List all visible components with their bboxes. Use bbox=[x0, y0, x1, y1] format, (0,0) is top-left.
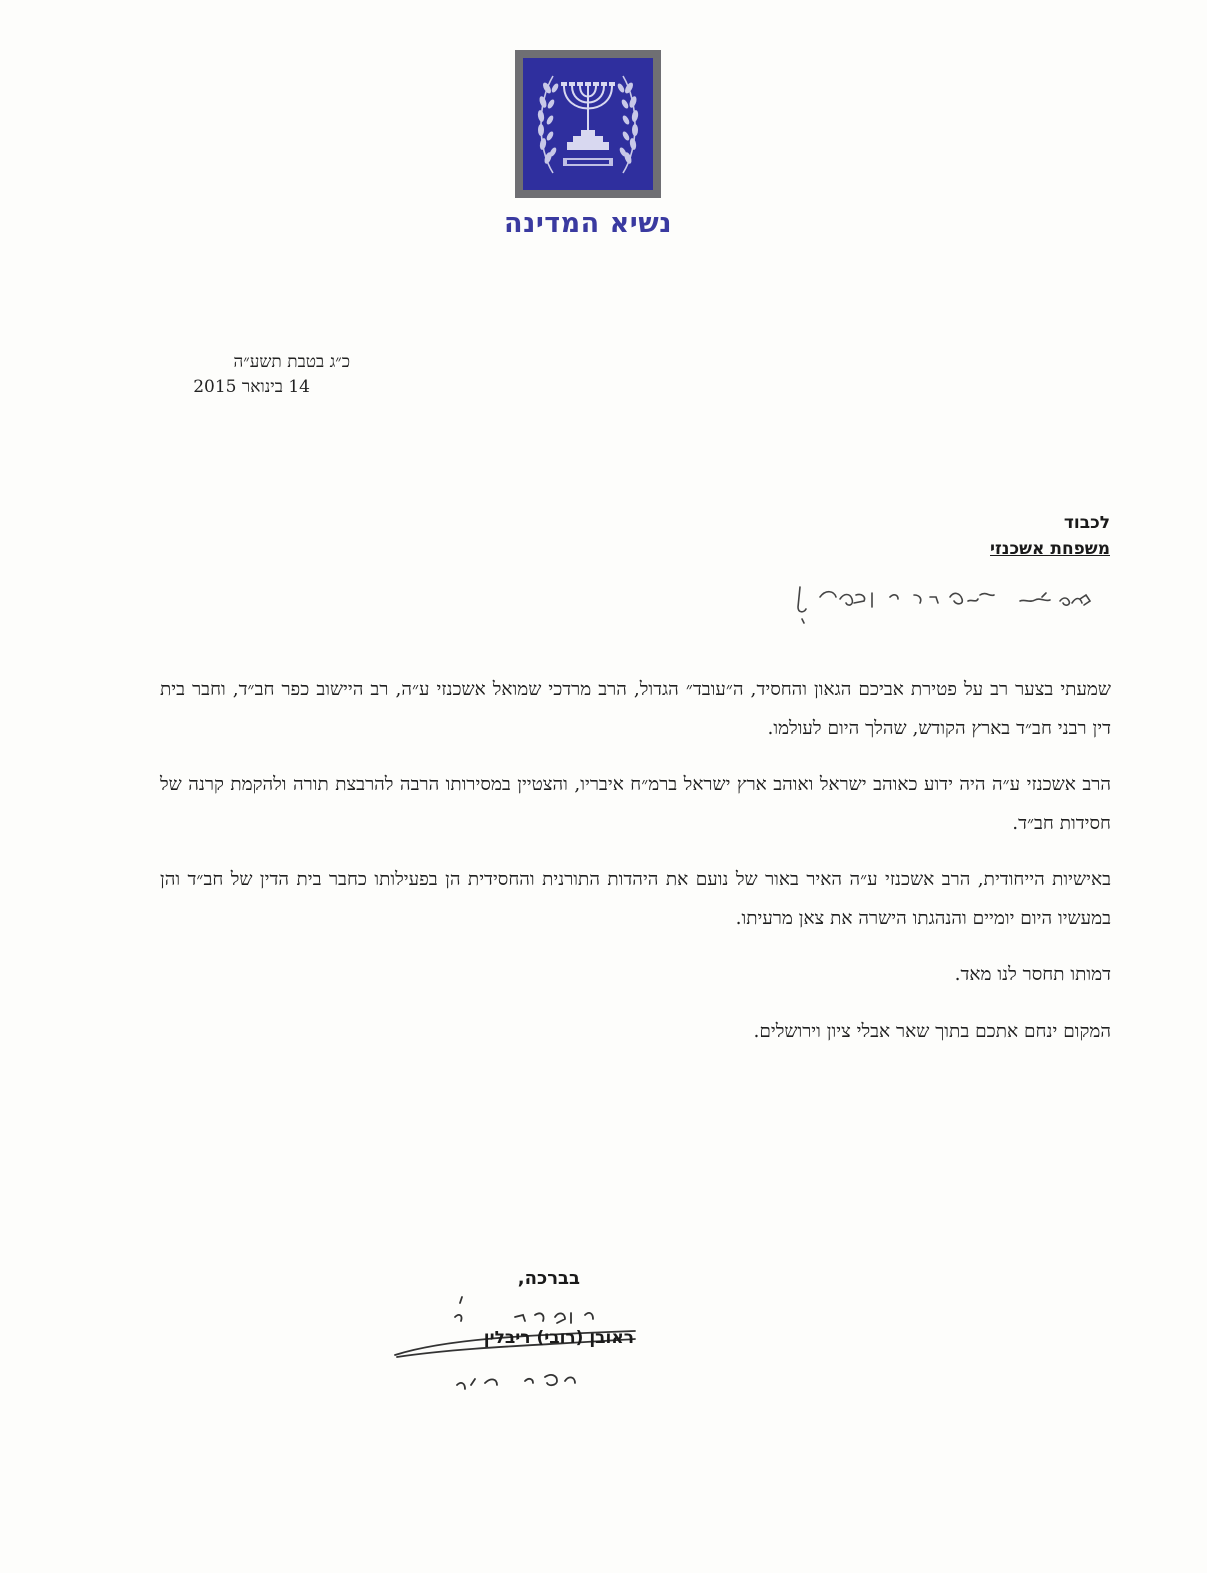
salutation: לכבוד bbox=[1063, 513, 1110, 533]
gregorian-date: 14 בינואר 2015 bbox=[193, 377, 310, 397]
letter-body bbox=[160, 670, 1111, 1069]
state-emblem-icon bbox=[515, 50, 661, 198]
hebrew-date: כ״ג בטבת תשע״ה bbox=[233, 352, 350, 372]
letterhead-title: נשיא המדינה bbox=[504, 208, 672, 239]
emblem-field bbox=[523, 58, 653, 190]
signer-name: ראובן (רובי) ריבלין bbox=[483, 1328, 634, 1348]
body-paragraph: דמותו תחסר לנו מאד. bbox=[954, 964, 1111, 985]
addressee-block bbox=[810, 510, 1110, 562]
closing-blessing: בברכה, bbox=[517, 1268, 580, 1289]
body-paragraph: המקום ינחם אתכם בתוך שאר אבלי ציון וירושלים. bbox=[753, 1021, 1111, 1042]
menorah-emblem-icon bbox=[523, 58, 653, 190]
date-block bbox=[150, 350, 350, 400]
body-paragraph: הרב אשכנזי ע״ה היה ידוע כאוהב ישראל ואוהב ארץ ישראל ברמ״ח איבריו, והצטיין במסירותו הרבה להרבצת תורה ולהקמת קרנה של חסידות חב״ד. bbox=[160, 774, 1111, 834]
body-paragraph: שמעתי בצער רב על פטירת אביכם הגאון והחסיד, ה״עובד״ הגדול, הרב מרדכי שמואל אשכנזי ע״ה, רב היישוב כפר חב״ד, וחבר בית דין רבני חב״ד בארץ הקודש, שהלך היום לעולמו. bbox=[160, 679, 1111, 739]
handwritten-annotation-icon bbox=[780, 575, 1100, 625]
addressee-family: משפחת אשכנזי bbox=[990, 539, 1110, 559]
body-paragraph: באישיות הייחודית, הרב אשכנזי ע״ה האיר באור של נועם את היהדות התורנית והחסידית הן בפעילותו כחבר בית הדין של חב״ד והן במעשיו היום יומיים והנהגתו הישרה את צאן מרעיתו. bbox=[160, 869, 1111, 929]
